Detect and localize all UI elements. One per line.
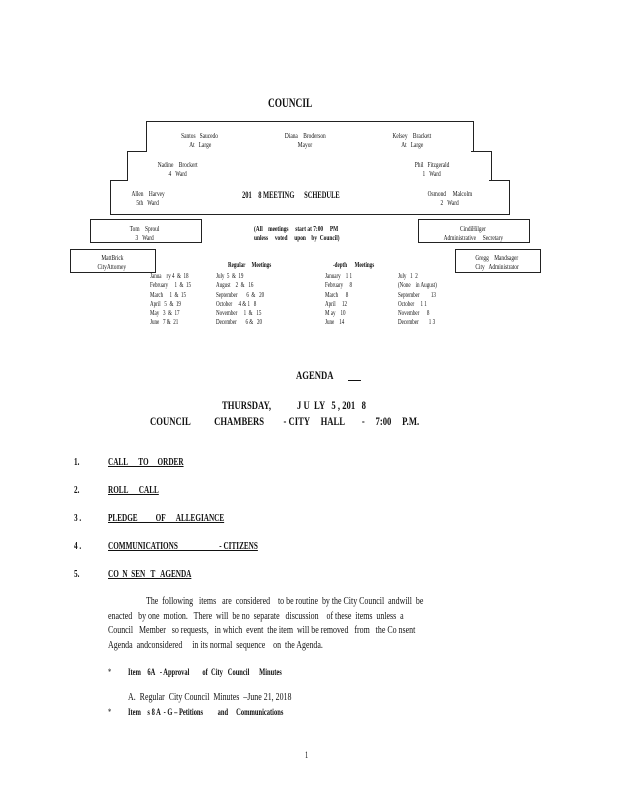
- schedule-entry: October 4 & 1 8: [216, 299, 257, 308]
- schedule-entry: May 3 & 17: [150, 309, 180, 318]
- member-diana: [255, 131, 355, 149]
- paragraph-line: enacted by one motion. There will be no separate discussion of these items unless a: [108, 609, 404, 622]
- member-santos: [150, 131, 250, 149]
- agenda-item-label: COMMUNICATIONS - CITIZENS: [108, 541, 258, 552]
- member-title: Mayor: [297, 140, 313, 149]
- bullet-text: Item s 8 A - G – Petitions and Communications: [128, 707, 284, 717]
- member-gregg: [455, 253, 539, 271]
- schedule-entry: January 1 1: [325, 272, 353, 280]
- schedule-entry: December 6 & 20: [216, 318, 263, 327]
- schedule-entry: April 5 & 19: [150, 299, 181, 308]
- schedule-entry: November 8: [398, 309, 430, 318]
- member-kelsey: [362, 131, 462, 149]
- schedule-entry: M ay 10: [325, 309, 346, 318]
- sub-item-a: A. Regular City Council Minutes –June 21, 2018: [128, 691, 292, 703]
- agenda-title: AGENDA: [296, 368, 334, 382]
- member-osmond: [400, 189, 500, 207]
- member-name: Phil Fitzgerald: [414, 160, 450, 169]
- agenda-place-line: COUNCIL CHAMBERS - CITY HALL - 7:00 P.M.: [150, 414, 420, 428]
- schedule-note: (All meetings start at 7:00 PM unless voted upon by Council): [254, 224, 340, 242]
- member-cindi: [418, 224, 528, 242]
- paragraph-line: The following items are considered to be routine by the City Council andwill be: [146, 595, 424, 607]
- member-name: MattBrick: [100, 253, 124, 262]
- regular-col1: [150, 272, 207, 328]
- agenda-item-label: PLEDGE OF ALLEGIANCE: [108, 513, 225, 524]
- member-title: CityAttorney: [97, 262, 127, 271]
- agenda-item-label: CALL TO ORDER: [108, 457, 184, 468]
- indepth-meetings-header: -depth Meetings: [333, 261, 375, 269]
- bullet-symbol: *: [108, 667, 112, 677]
- indepth-col2: [398, 272, 452, 328]
- agenda-item-label: CO N SEN T AGENDA: [108, 569, 192, 580]
- agenda-item-number: 1.: [74, 457, 80, 468]
- member-title: At Large: [401, 140, 423, 149]
- agenda-item-label: ROLL CALL: [108, 485, 159, 496]
- schedule-entry: July 1 2: [398, 272, 418, 280]
- member-title: 3 Ward: [135, 233, 155, 242]
- schedule-entry: November 1 & 15: [216, 309, 262, 318]
- member-name: Tom Sproul: [130, 224, 160, 233]
- member-name: Gregg Mandsager: [475, 253, 519, 262]
- schedule-entry: June 7 & 21: [150, 318, 179, 327]
- page-number: 1: [305, 750, 309, 760]
- schedule-title: 201 8 MEETING SCHEDULE: [242, 190, 340, 200]
- regular-meetings-header: Regular Meetings: [228, 261, 272, 269]
- member-title: Administrative Secretary: [443, 233, 503, 242]
- member-name: Diana Broderson: [284, 131, 326, 140]
- member-name: Santos Saucedo: [181, 131, 219, 140]
- agenda-item-number: 5.: [74, 569, 80, 580]
- member-name: Osmond Malcolm: [427, 189, 473, 198]
- indepth-col1: [325, 272, 363, 328]
- council-title: COUNCIL: [268, 95, 313, 110]
- bullet-symbol: *: [108, 707, 112, 717]
- schedule-entry: April 12: [325, 299, 347, 308]
- member-name: CindiHilger: [460, 224, 486, 233]
- schedule-entry: August 2 & 16: [216, 281, 254, 290]
- paragraph-line: Agenda andconsidered in its normal sequence on the Agenda.: [108, 638, 323, 651]
- member-allen: [98, 189, 198, 207]
- schedule-entry: June 14: [325, 318, 345, 327]
- agenda-item-number: 3 .: [74, 513, 82, 524]
- schedule-entry: February 8: [325, 281, 353, 290]
- member-phil: [382, 160, 482, 178]
- member-title: At Large: [189, 140, 211, 149]
- member-name: Nadine Brockert: [158, 160, 198, 169]
- regular-col2: [216, 272, 283, 328]
- member-matt: [70, 253, 154, 271]
- agenda-date-line: THURSDAY, J U LY 5 , 201 8: [222, 398, 366, 412]
- schedule-entry: September 6 & 20: [216, 290, 265, 299]
- schedule-entry: Janua ry 4 & 18: [150, 272, 189, 280]
- member-tom: [90, 224, 200, 242]
- member-title: 2 Ward: [440, 198, 460, 207]
- schedule-entry: July 5 & 19: [216, 272, 244, 280]
- schedule-entry: March 8: [325, 290, 349, 299]
- schedule-entry: (None in August): [398, 281, 437, 290]
- bullet-text: Item 6A - Approval of City Council Minutes: [128, 667, 282, 677]
- paragraph-line: Council Member so requests, in which event the item will be removed from the Co nsent: [108, 624, 416, 637]
- member-title: City Administrator: [475, 262, 519, 271]
- member-title: 1 Ward: [422, 169, 442, 178]
- schedule-entry: December 1 3: [398, 318, 436, 327]
- agenda-item-number: 2.: [74, 485, 80, 496]
- member-name: Allen Harvey: [131, 189, 165, 198]
- schedule-entry: March 1 & 15: [150, 290, 186, 299]
- schedule-entry: October 1 1: [398, 299, 427, 308]
- agenda-item-number: 4 .: [74, 541, 82, 552]
- member-nadine: [128, 160, 228, 178]
- consent-paragraph: [108, 594, 568, 652]
- schedule-entry: September 13: [398, 290, 436, 299]
- member-name: Kelsey Brackett: [392, 131, 432, 140]
- member-title: 5th Ward: [136, 198, 160, 207]
- member-title: 4 Ward: [168, 169, 188, 178]
- schedule-entry: February 1 & 15: [150, 281, 192, 290]
